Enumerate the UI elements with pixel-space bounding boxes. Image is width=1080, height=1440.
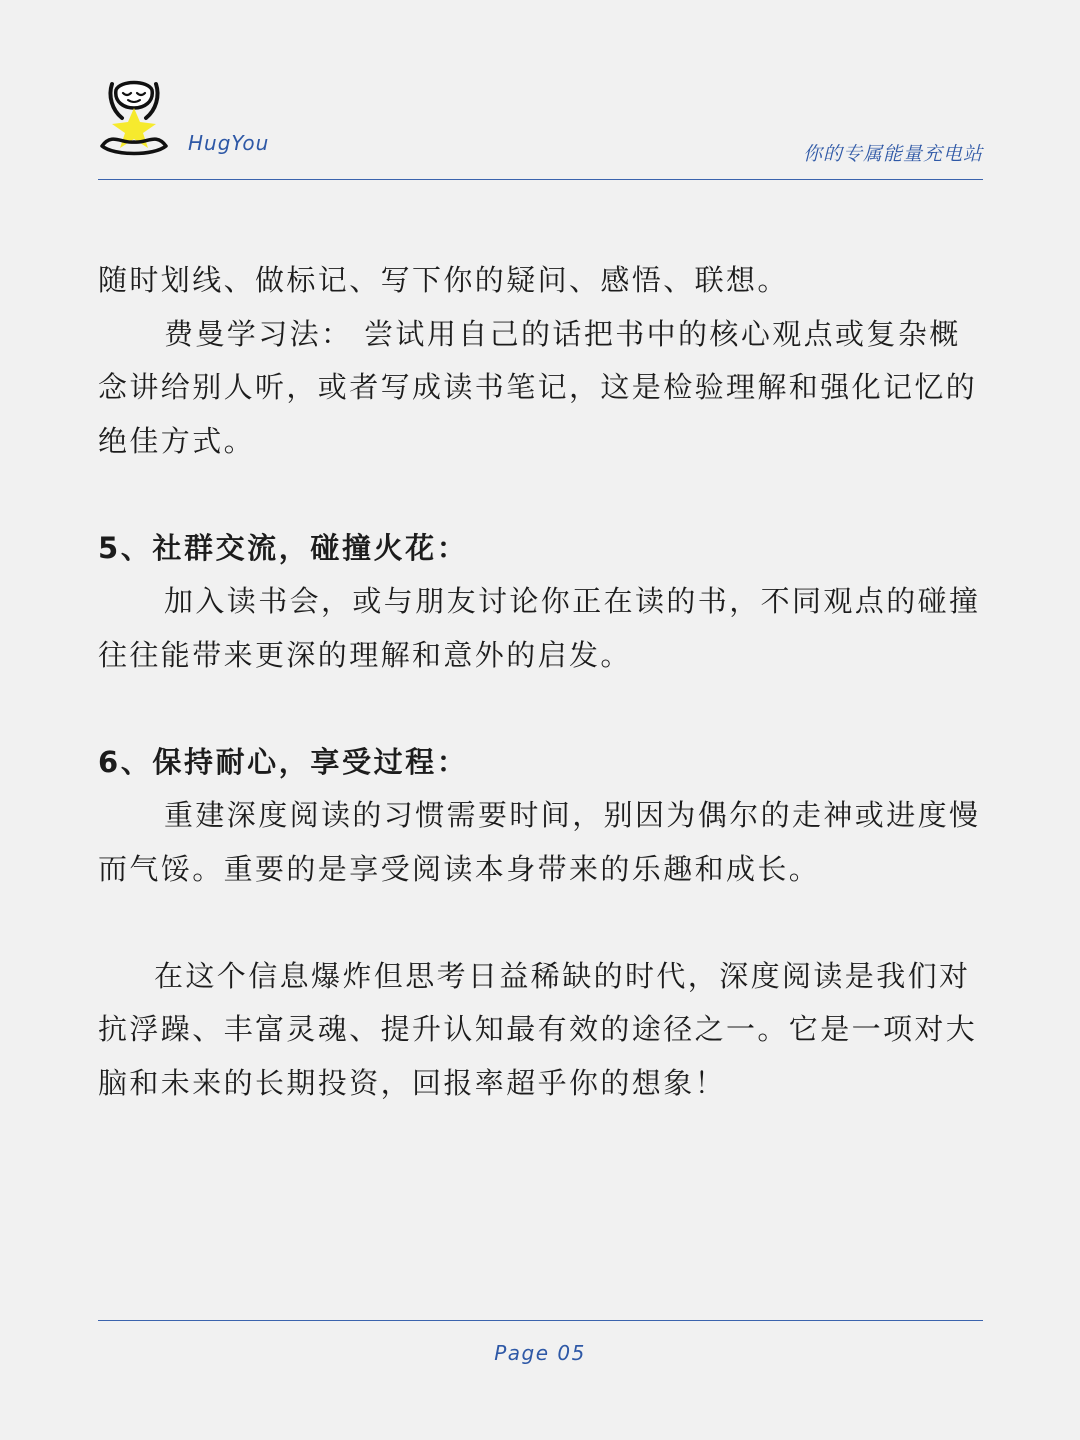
page-number: Page 05 xyxy=(494,1341,586,1365)
footer-divider xyxy=(98,1320,983,1321)
slogan: 你的专属能量充电站 xyxy=(802,143,983,165)
brand-name: HugYou xyxy=(188,131,270,155)
closing-paragraph: 在这个信息爆炸但思考日益稀缺的时代，深度阅读是我们对抗浮躁、丰富灵魂、提升认知最有效的途径之一。它是一项对大脑和未来的长期投资，回报率超乎你的想象！ xyxy=(98,958,978,1100)
page-header xyxy=(98,78,983,180)
section-heading: 6、保持耐心，享受过程： xyxy=(98,744,469,779)
paragraph: 重建深度阅读的习惯需要时间，别因为偶尔的走神或进度慢而气馁。重要的是享受阅读本身带来的乐趣和成长。 xyxy=(98,798,981,886)
header-divider xyxy=(98,179,983,180)
spacer xyxy=(98,682,983,736)
spacer xyxy=(98,896,983,950)
paragraph: 加入读书会，或与朋友讨论你正在读的书，不同观点的碰撞往往能带来更深的理解和意外的启发。 xyxy=(98,584,981,672)
paragraph: 随时划线、做标记、写下你的疑问、感悟、联想。 xyxy=(98,263,789,297)
section-heading: 5、社群交流，碰撞火花： xyxy=(98,530,469,565)
article-body xyxy=(98,254,983,1110)
paragraph: 费曼学习法： 尝试用自己的话把书中的核心观点或复杂概念讲给别人听，或者写成读书笔记，这是检验理解和强化记忆的绝佳方式。 xyxy=(98,316,978,458)
hugging-figure-logo-icon xyxy=(98,78,170,158)
spacer xyxy=(98,468,983,522)
